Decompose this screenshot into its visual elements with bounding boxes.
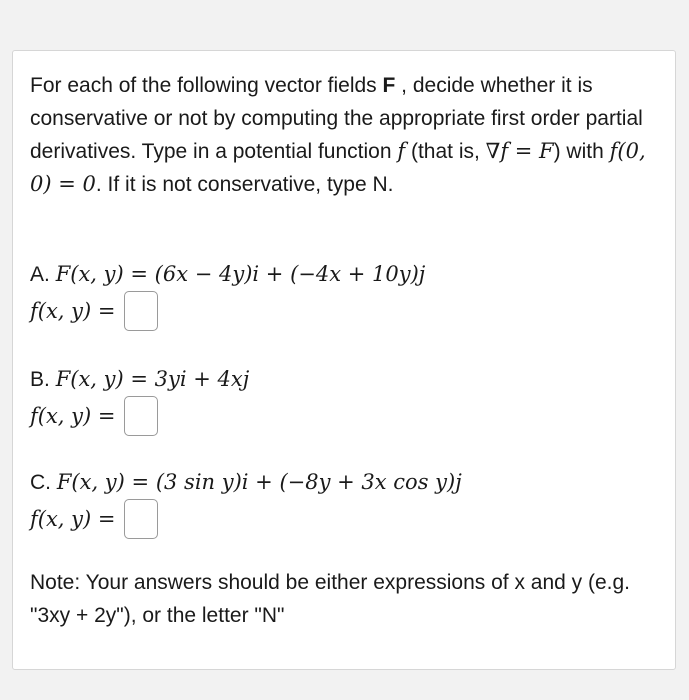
answer-input-a[interactable] [124, 291, 158, 331]
problem-b-answer-lhs: f(x, y) = [30, 404, 116, 428]
problem-a-field-lhs: F(x, y) = [55, 262, 155, 286]
problem-b-answer-row [30, 396, 249, 436]
intro-gradient-equation: ∇f = F [485, 139, 554, 163]
answer-input-b[interactable] [124, 396, 158, 436]
problem-c-field-lhs: F(x, y) = [56, 470, 156, 494]
problem-c-field-rhs: (3 sin y)i + (−8y + 3x cos y)j [155, 470, 462, 494]
intro-f-symbol: f [397, 139, 406, 163]
problem-c-answer-lhs: f(x, y) = [30, 507, 116, 531]
intro-text-2: , decide whether it is conservative or not by computing the appropriate first order partial derivatives. Type in a potential function [30, 74, 643, 163]
intro-text-5: . If it is not conservative, type N. [95, 173, 394, 196]
problem-b-label: B. [30, 368, 50, 391]
intro-bold-F: F [382, 74, 396, 97]
intro-text-3: (that is, [405, 140, 486, 163]
problem-a-answer-row [30, 291, 425, 331]
problem-c [30, 465, 462, 539]
problem-a-answer-lhs: f(x, y) = [30, 299, 116, 323]
question-text [30, 69, 660, 201]
intro-text-4: ) with [553, 140, 610, 163]
problem-a-field [30, 257, 425, 291]
note-text: Note: Your answers should be either expressions of x and y (e.g. "3xy + 2y"), or the letter "N" [30, 571, 631, 627]
problem-b [30, 362, 249, 436]
problem-b-field-rhs: 3yi + 4xj [154, 367, 250, 391]
problem-b-field [30, 362, 249, 396]
problem-a-label: A. [30, 263, 50, 286]
problem-c-field [30, 465, 462, 499]
intro-initial-condition: f(0, 0) = 0 [30, 139, 646, 196]
intro-text-1: For each of the following vector fields [30, 74, 383, 97]
problem-c-answer-row [30, 499, 462, 539]
question-card [12, 50, 676, 670]
problem-a-field-rhs: (6x − 4y)i + (−4x + 10y)j [154, 262, 426, 286]
problem-b-field-lhs: F(x, y) = [55, 367, 155, 391]
problem-c-label: C. [30, 471, 51, 494]
answer-input-c[interactable] [124, 499, 158, 539]
problem-a [30, 257, 425, 331]
